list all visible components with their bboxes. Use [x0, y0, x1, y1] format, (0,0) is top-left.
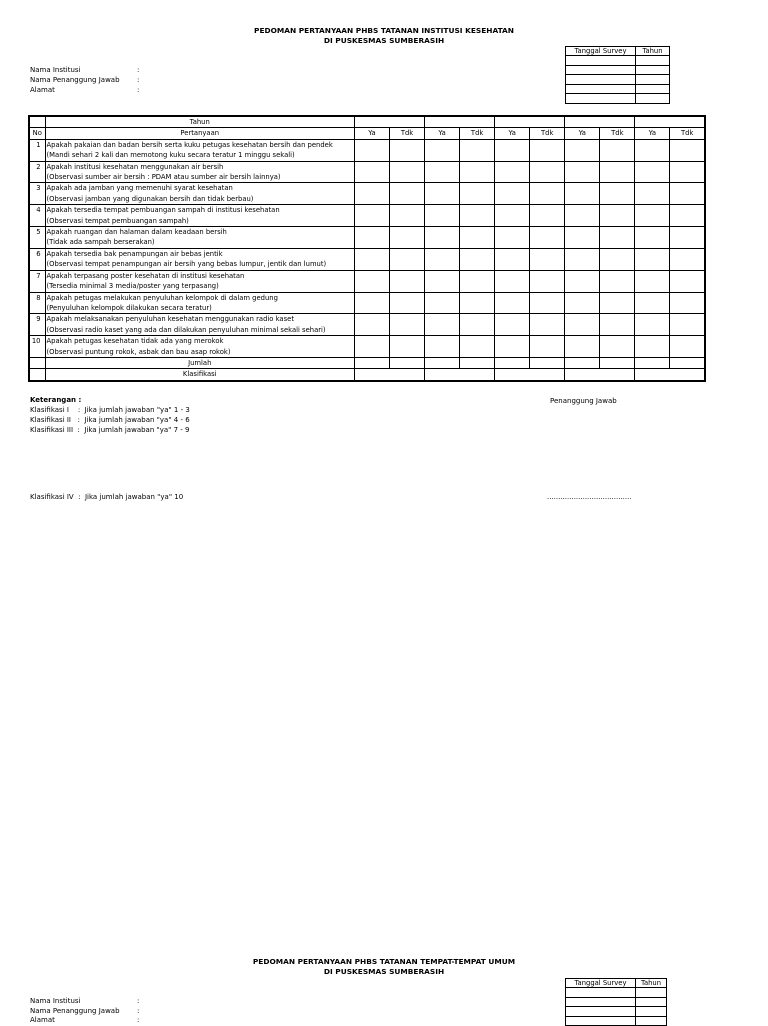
answer-cell[interactable] [390, 227, 425, 249]
answer-header: Tdk [670, 128, 705, 139]
answer-cell[interactable] [565, 292, 600, 314]
answer-cell[interactable] [495, 314, 530, 336]
answer-cell[interactable] [670, 248, 705, 270]
answer-cell[interactable] [354, 161, 389, 183]
doc2-field-penanggung-jawab-label: Nama Penanggung Jawab [30, 1007, 120, 1015]
question-note: (Observasi sumber air bersih : PDAM atau sumber air bersih lainnya) [45, 172, 354, 183]
total-cell[interactable] [390, 357, 425, 368]
answer-cell[interactable] [425, 139, 460, 161]
answer-cell[interactable] [670, 270, 705, 292]
answer-cell[interactable] [354, 314, 389, 336]
total-cell[interactable] [425, 357, 460, 368]
question-number: 7 [29, 270, 45, 281]
question-text: Apakah petugas melakukan penyuluhan kelompok di dalam gedung [45, 292, 354, 303]
answer-cell[interactable] [495, 227, 530, 249]
signature-label: Penanggung Jawab [550, 397, 617, 405]
answer-cell[interactable] [425, 205, 460, 227]
field-sep: : [137, 997, 140, 1005]
answer-cell[interactable] [495, 183, 530, 205]
answer-cell[interactable] [670, 183, 705, 205]
question-row [29, 183, 705, 194]
total-cell[interactable] [600, 357, 635, 368]
answer-cell[interactable] [390, 248, 425, 270]
answer-cell[interactable] [530, 161, 565, 183]
answer-cell[interactable] [600, 336, 635, 358]
answer-cell[interactable] [390, 292, 425, 314]
question-row [29, 314, 705, 325]
classification-cell[interactable] [635, 369, 705, 381]
answer-cell[interactable] [565, 183, 600, 205]
question-number [29, 303, 45, 314]
answer-cell[interactable] [635, 227, 670, 249]
question-row [29, 248, 705, 259]
answer-cell[interactable] [670, 336, 705, 358]
question-number: 1 [29, 139, 45, 150]
question-number [29, 194, 45, 205]
answer-header: Tdk [390, 128, 425, 139]
answer-cell[interactable] [600, 270, 635, 292]
survey-year-cell[interactable] [636, 75, 670, 85]
question-number: 3 [29, 183, 45, 194]
answer-cell[interactable] [565, 270, 600, 292]
question-number [29, 347, 45, 358]
question-text: Apakah ruangan dan halaman dalam keadaan bersih [45, 227, 354, 238]
total-label: Jumlah [45, 357, 354, 368]
answer-cell[interactable] [670, 314, 705, 336]
question-number: 9 [29, 314, 45, 325]
answer-cell[interactable] [460, 205, 495, 227]
answer-cell[interactable] [565, 248, 600, 270]
answer-cell[interactable] [390, 205, 425, 227]
classification-cell[interactable] [495, 369, 565, 381]
question-text: Apakah institusi kesehatan menggunakan air bersih [45, 161, 354, 172]
doc1-title-line1: PEDOMAN PERTANYAAN PHBS TATANAN INSTITUSI KESEHATAN [254, 26, 514, 35]
answer-cell[interactable] [390, 183, 425, 205]
survey-year-cell[interactable] [636, 1016, 667, 1026]
answer-cell[interactable] [600, 314, 635, 336]
answer-cell[interactable] [354, 183, 389, 205]
answer-cell[interactable] [354, 292, 389, 314]
answer-cell[interactable] [635, 139, 670, 161]
question-number [29, 150, 45, 161]
question-row [29, 139, 705, 150]
answer-cell[interactable] [670, 161, 705, 183]
survey-date-cell[interactable] [566, 988, 636, 998]
answer-cell[interactable] [460, 336, 495, 358]
question-row [29, 292, 705, 303]
year-input-5[interactable] [635, 116, 705, 128]
answer-cell[interactable] [425, 183, 460, 205]
question-rows [29, 139, 705, 357]
question-note: (Penyuluhan kelompok dilakukan secara teratur) [45, 303, 354, 314]
answer-cell[interactable] [354, 270, 389, 292]
survey-date-cell[interactable] [566, 94, 636, 104]
answer-cell[interactable] [530, 205, 565, 227]
doc2-survey-table [565, 978, 667, 1026]
doc2-title-line1: PEDOMAN PERTANYAAN PHBS TATANAN TEMPAT-TEMPAT UMUM [252, 957, 516, 966]
question-number: 2 [29, 161, 45, 172]
answer-cell[interactable] [460, 248, 495, 270]
answer-cell[interactable] [635, 205, 670, 227]
total-cell[interactable] [670, 357, 705, 368]
answer-cell[interactable] [425, 161, 460, 183]
question-row [29, 270, 705, 281]
answer-cell[interactable] [460, 161, 495, 183]
answer-cell[interactable] [495, 248, 530, 270]
survey-date-cell[interactable] [566, 84, 636, 94]
answer-header: Tdk [530, 128, 565, 139]
field-sep: : [137, 1007, 140, 1015]
question-note: (Tidak ada sampah berserakan) [45, 237, 354, 248]
question-note: (Observasi tempat pembuangan sampah) [45, 216, 354, 227]
question-row [29, 227, 705, 238]
answer-cell[interactable] [460, 139, 495, 161]
answer-cell[interactable] [425, 314, 460, 336]
question-text: Apakah tersedia bak penampungan air bebas jentik [45, 248, 354, 259]
survey-date-cell[interactable] [566, 56, 636, 66]
survey-year-cell[interactable] [636, 94, 670, 104]
year-input-1[interactable] [354, 116, 424, 128]
answer-cell[interactable] [460, 183, 495, 205]
classification-label: Klasifikasi [45, 369, 354, 381]
field-sep: : [137, 66, 140, 74]
answer-cell[interactable] [495, 292, 530, 314]
question-note: (Observasi puntung rokok, asbak dan bau asap rokok) [45, 347, 354, 358]
answer-cell[interactable] [425, 248, 460, 270]
answer-cell[interactable] [565, 161, 600, 183]
answer-cell[interactable] [530, 227, 565, 249]
survey-date-cell[interactable] [566, 75, 636, 85]
answer-cell[interactable] [495, 205, 530, 227]
answer-cell[interactable] [495, 336, 530, 358]
answer-cell[interactable] [390, 314, 425, 336]
field-sep: : [137, 1016, 140, 1024]
answer-cell[interactable] [495, 161, 530, 183]
question-number [29, 281, 45, 292]
survey-year-cell[interactable] [636, 56, 670, 66]
classification-cell[interactable] [354, 369, 424, 381]
answer-cell[interactable] [495, 270, 530, 292]
survey-year-header: Tahun [636, 47, 670, 56]
answer-cell[interactable] [635, 314, 670, 336]
doc2-title-line2: DI PUSKESMAS SUMBERASIH [323, 967, 445, 976]
doc1-title-line2: DI PUSKESMAS SUMBERASIH [323, 36, 445, 45]
question-text: Apakah petugas kesehatan tidak ada yang merokok [45, 336, 354, 347]
answer-cell[interactable] [390, 161, 425, 183]
question-row [29, 161, 705, 172]
survey-year-cell[interactable] [636, 65, 670, 75]
answer-cell[interactable] [425, 227, 460, 249]
total-cell[interactable] [354, 357, 389, 368]
answer-cell[interactable] [600, 161, 635, 183]
note-item-2: Klasifikasi II : Jika jumlah jawaban "ya" 4 - 6 [30, 416, 190, 424]
answer-cell[interactable] [390, 139, 425, 161]
survey-date-header: Tanggal Survey [566, 979, 636, 988]
answer-cell[interactable] [530, 183, 565, 205]
note-item-4: Klasifikasi IV : Jika jumlah jawaban "ya" 10 [30, 493, 184, 501]
note-item-3: Klasifikasi III : Jika jumlah jawaban "ya" 7 - 9 [30, 426, 190, 434]
question-note: (Observasi tempat penampungan air bersih yang bebas lumpur, jentik dan lumut) [45, 259, 354, 270]
total-cell[interactable] [530, 357, 565, 368]
answer-cell[interactable] [530, 139, 565, 161]
year-input-2[interactable] [425, 116, 495, 128]
question-number: 6 [29, 248, 45, 259]
answer-cell[interactable] [354, 336, 389, 358]
survey-year-cell[interactable] [636, 997, 667, 1007]
answer-cell[interactable] [425, 336, 460, 358]
answer-cell[interactable] [565, 205, 600, 227]
answer-header: Ya [354, 128, 389, 139]
question-number [29, 216, 45, 227]
survey-year-cell[interactable] [636, 988, 667, 998]
answer-cell[interactable] [670, 139, 705, 161]
answer-cell[interactable] [354, 205, 389, 227]
question-number [29, 172, 45, 183]
answer-cell[interactable] [635, 183, 670, 205]
answer-cell[interactable] [354, 139, 389, 161]
answer-cell[interactable] [565, 227, 600, 249]
survey-date-cell[interactable] [566, 1007, 636, 1017]
question-row [29, 205, 705, 216]
answer-cell[interactable] [670, 205, 705, 227]
year-input-4[interactable] [565, 116, 635, 128]
answer-cell[interactable] [635, 248, 670, 270]
question-number: 8 [29, 292, 45, 303]
question-number: 10 [29, 336, 45, 347]
answer-cell[interactable] [600, 183, 635, 205]
field-sep: : [137, 86, 140, 94]
year-input-3[interactable] [495, 116, 565, 128]
answer-cell[interactable] [460, 227, 495, 249]
answer-cell[interactable] [354, 227, 389, 249]
classification-cell[interactable] [425, 369, 495, 381]
answer-cell[interactable] [425, 270, 460, 292]
question-note: (Observasi radio kaset yang ada dan dilakukan penyuluhan minimal sekali sehari) [45, 325, 354, 336]
question-row [29, 336, 705, 347]
answer-cell[interactable] [530, 270, 565, 292]
question-note: (Observasi jamban yang digunakan bersih dan tidak berbau) [45, 194, 354, 205]
question-number [29, 237, 45, 248]
answer-header: Ya [495, 128, 530, 139]
survey-date-cell[interactable] [566, 1016, 636, 1026]
question-number [29, 259, 45, 270]
answer-cell[interactable] [635, 270, 670, 292]
question-number: 5 [29, 227, 45, 238]
answer-cell[interactable] [425, 292, 460, 314]
survey-date-cell[interactable] [566, 65, 636, 75]
total-cell[interactable] [495, 357, 530, 368]
question-note: (Tersedia minimal 3 media/poster yang terpasang) [45, 281, 354, 292]
answer-cell[interactable] [635, 292, 670, 314]
question-text: Apakah pakaian dan badan bersih serta kuku petugas kesehatan bersih dan pendek [45, 139, 354, 150]
answer-cell[interactable] [530, 336, 565, 358]
answer-cell[interactable] [390, 336, 425, 358]
answer-header: Ya [565, 128, 600, 139]
question-note: (Mandi sehari 2 kali dan memotong kuku secara teratur 1 minggu sekali) [45, 150, 354, 161]
answer-cell[interactable] [460, 314, 495, 336]
answer-cell[interactable] [565, 139, 600, 161]
survey-year-cell[interactable] [636, 1007, 667, 1017]
field-alamat-label: Alamat [30, 86, 55, 94]
year-header: Tahun [45, 116, 354, 128]
total-cell[interactable] [635, 357, 670, 368]
note-item-1: Klasifikasi I : Jika jumlah jawaban "ya" 1 - 3 [30, 406, 190, 414]
answer-cell[interactable] [530, 314, 565, 336]
classification-cell[interactable] [565, 369, 635, 381]
answer-cell[interactable] [565, 336, 600, 358]
no-header: No [29, 128, 45, 139]
total-cell[interactable] [460, 357, 495, 368]
answer-header: Ya [635, 128, 670, 139]
field-penanggung-jawab-label: Nama Penanggung Jawab [30, 76, 120, 84]
doc2-field-alamat-label: Alamat [30, 1016, 55, 1024]
answer-header: Tdk [460, 128, 495, 139]
answer-cell[interactable] [354, 248, 389, 270]
answer-cell[interactable] [635, 161, 670, 183]
answer-cell[interactable] [600, 139, 635, 161]
doc1-survey-table [565, 46, 670, 104]
signature-line[interactable]: ...................................... [547, 493, 632, 501]
answer-header: Tdk [600, 128, 635, 139]
answer-cell[interactable] [600, 227, 635, 249]
survey-year-header: Tahun [636, 979, 667, 988]
question-text: Apakah ada jamban yang memenuhi syarat kesehatan [45, 183, 354, 194]
question-text: Apakah terpasang poster kesehatan di institusi kesehatan [45, 270, 354, 281]
answer-cell[interactable] [530, 292, 565, 314]
survey-date-header: Tanggal Survey [566, 47, 636, 56]
answer-cell[interactable] [670, 227, 705, 249]
notes-heading: Keterangan : [30, 396, 82, 404]
doc2-field-nama-institusi-label: Nama Institusi [30, 997, 81, 1005]
answer-cell[interactable] [670, 292, 705, 314]
field-sep: : [137, 76, 140, 84]
question-header: Pertanyaan [45, 128, 354, 139]
answer-cell[interactable] [390, 270, 425, 292]
answer-cell[interactable] [460, 270, 495, 292]
questionnaire-table [28, 115, 706, 382]
field-nama-institusi-label: Nama Institusi [30, 66, 81, 74]
answer-cell[interactable] [635, 336, 670, 358]
question-text: Apakah melaksanakan penyuluhan kesehatan menggunakan radio kaset [45, 314, 354, 325]
survey-date-cell[interactable] [566, 997, 636, 1007]
answer-cell[interactable] [495, 139, 530, 161]
answer-cell[interactable] [600, 205, 635, 227]
answer-cell[interactable] [600, 292, 635, 314]
answer-header: Ya [425, 128, 460, 139]
answer-cell[interactable] [565, 314, 600, 336]
survey-year-cell[interactable] [636, 84, 670, 94]
answer-cell[interactable] [530, 248, 565, 270]
question-number: 4 [29, 205, 45, 216]
question-number [29, 325, 45, 336]
answer-cell[interactable] [460, 292, 495, 314]
total-cell[interactable] [565, 357, 600, 368]
answer-cell[interactable] [600, 248, 635, 270]
question-text: Apakah tersedia tempat pembuangan sampah di institusi kesehatan [45, 205, 354, 216]
